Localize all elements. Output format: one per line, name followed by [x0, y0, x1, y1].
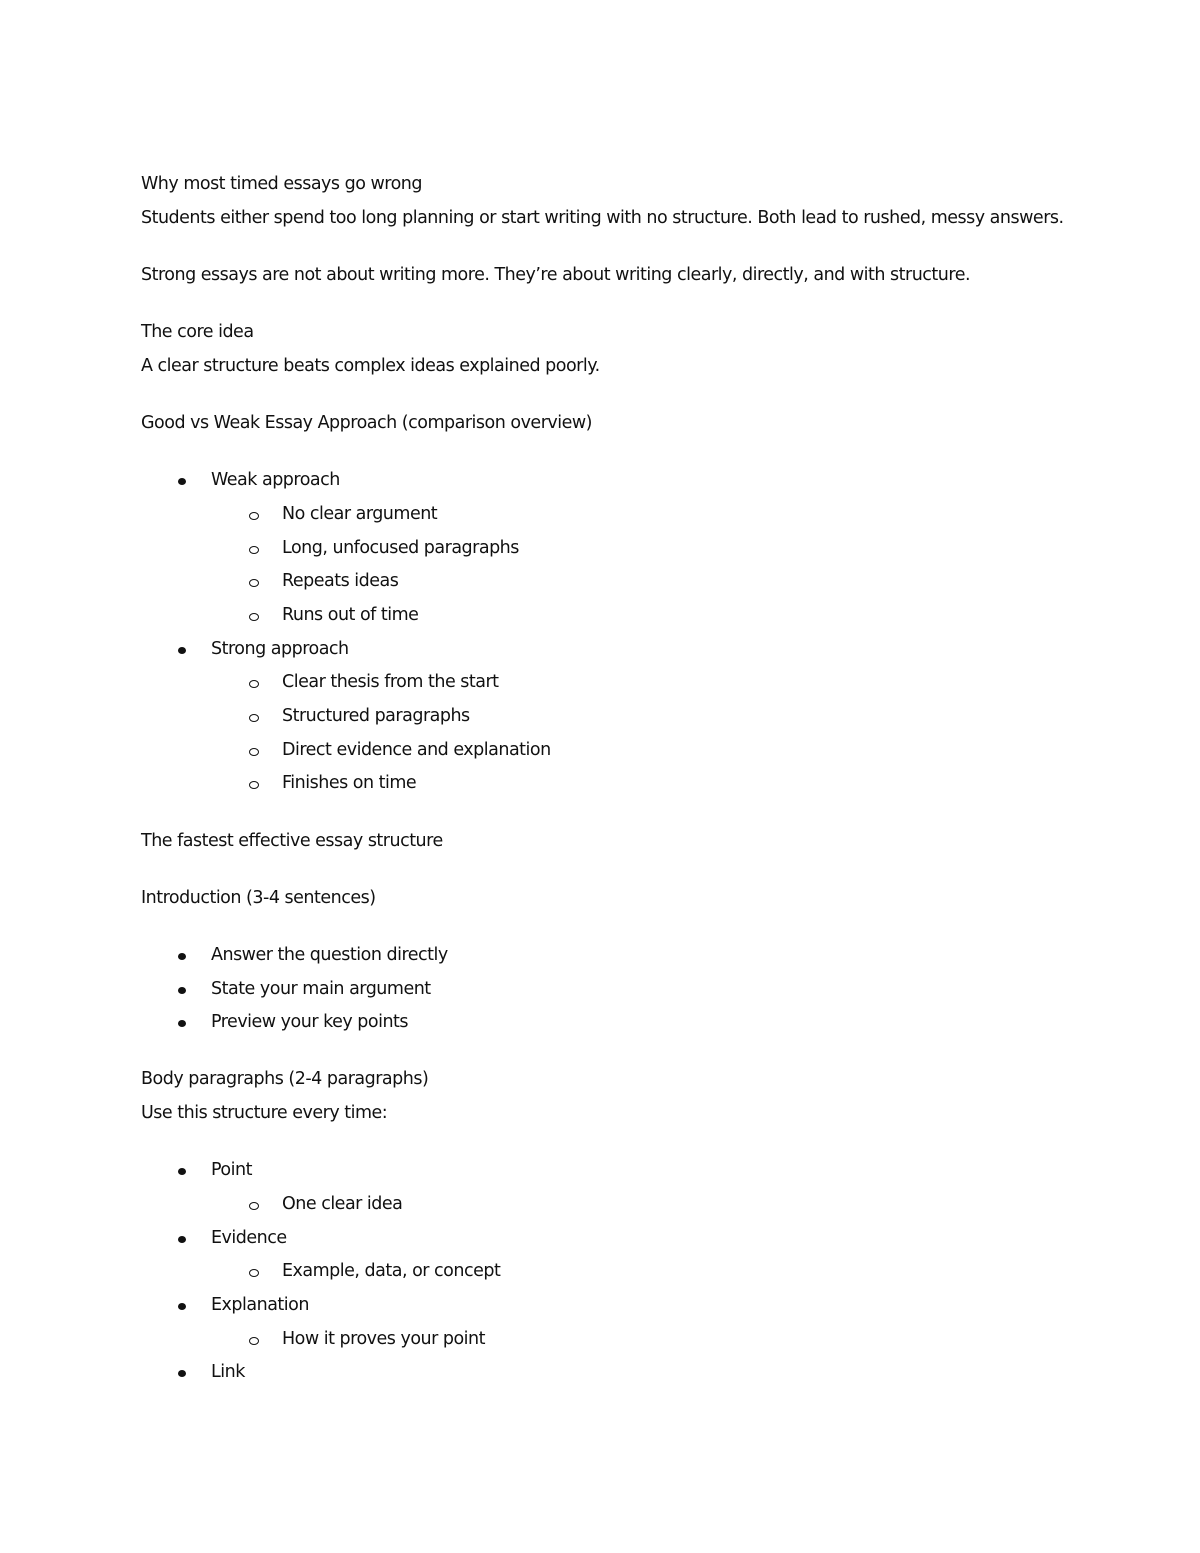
hollow-bullet-icon — [249, 1269, 259, 1277]
sub-list-item: Long, unfocused paragraphs — [141, 532, 1101, 566]
sub-list-item: Finishes on time — [141, 767, 1101, 801]
list-item: Evidence — [141, 1222, 1101, 1256]
sub-list-item: How it proves your point — [141, 1323, 1101, 1357]
paragraph: Strong essays are not about writing more. They’re about writing clearly, directly, and with structure. — [141, 264, 971, 285]
section-heading: Body paragraphs (2-4 paragraphs) — [141, 1069, 429, 1090]
section-heading: The core idea — [141, 322, 254, 343]
bullet-icon — [178, 1168, 186, 1175]
sub-list-item: Clear thesis from the start — [141, 666, 1101, 700]
list-item: Weak approach — [141, 464, 1101, 498]
bullet-icon — [178, 987, 186, 994]
list-item: Point — [141, 1154, 1101, 1188]
hollow-bullet-icon — [249, 579, 259, 587]
document-body — [141, 168, 1101, 1390]
sub-list-item: One clear idea — [141, 1188, 1101, 1222]
hollow-bullet-icon — [249, 512, 259, 520]
hollow-bullet-icon — [249, 613, 259, 621]
bullet-icon — [178, 1303, 186, 1310]
intro-list — [141, 939, 1101, 1040]
paragraph: A clear structure beats complex ideas explained poorly. — [141, 355, 600, 376]
list-item: Explanation — [141, 1289, 1101, 1323]
bullet-icon — [178, 478, 186, 485]
bullet-icon — [178, 1370, 186, 1377]
sub-list-item: Runs out of time — [141, 599, 1101, 633]
hollow-bullet-icon — [249, 680, 259, 688]
hollow-bullet-icon — [249, 781, 259, 789]
hollow-bullet-icon — [249, 1337, 259, 1345]
section-heading: Good vs Weak Essay Approach (comparison overview) — [141, 412, 593, 433]
comparison-list — [141, 464, 1101, 801]
bullet-icon — [178, 953, 186, 960]
bullet-icon — [178, 647, 186, 654]
sub-list-item: No clear argument — [141, 498, 1101, 532]
section-heading: Why most timed essays go wrong — [141, 174, 422, 194]
section-heading: Introduction (3-4 sentences) — [141, 887, 376, 908]
list-item: Link — [141, 1356, 1101, 1390]
bullet-icon — [178, 1236, 186, 1243]
list-item: Preview your key points — [141, 1006, 1101, 1040]
hollow-bullet-icon — [249, 1202, 259, 1210]
hollow-bullet-icon — [249, 748, 259, 756]
paragraph: Students either spend too long planning or start writing with no structure. Both lead to rushed, messy answers. — [141, 207, 1064, 228]
hollow-bullet-icon — [249, 546, 259, 554]
bullet-icon — [178, 1020, 186, 1027]
list-item: State your main argument — [141, 973, 1101, 1007]
sub-list-item: Structured paragraphs — [141, 700, 1101, 734]
section-heading: The fastest effective essay structure — [141, 830, 443, 851]
body-structure-list — [141, 1154, 1101, 1390]
list-item: Answer the question directly — [141, 939, 1101, 973]
hollow-bullet-icon — [249, 714, 259, 722]
sub-list-item: Example, data, or concept — [141, 1255, 1101, 1289]
sub-list-item: Repeats ideas — [141, 565, 1101, 599]
paragraph: Use this structure every time: — [141, 1103, 388, 1124]
sub-list-item: Direct evidence and explanation — [141, 734, 1101, 768]
list-item: Strong approach — [141, 633, 1101, 667]
